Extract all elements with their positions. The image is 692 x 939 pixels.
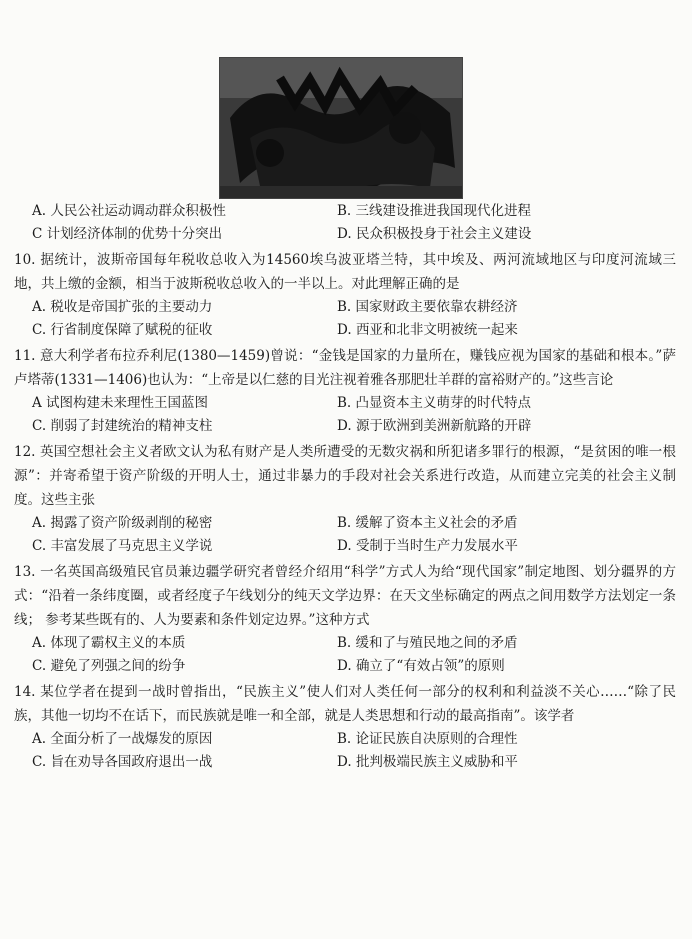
option-9d: D. 民众积极投身于社会主义建设: [337, 226, 532, 242]
option-12a: A. 揭露了资产阶级剥削的秘密: [32, 515, 213, 531]
option-12d: D. 受制于当时生产力发展水平: [337, 538, 518, 554]
question-10: [0, 248, 692, 342]
option-13b: B. 缓和了与殖民地之间的矛盾: [337, 635, 518, 651]
question-12-stem: 12. 英国空想社会主义者欧文认为私有财产是人类所遭受的无数灾祸和所犯诸多罪行的根源，“是贫困的唯一根源”：并寄希望于资产阶级的开明人士，通过非暴力的手段对社会关系进行改造，从而建立完美的社会主义制度。这些主张: [14, 444, 676, 508]
question-content: [0, 200, 692, 776]
option-10d: D. 西亚和北非文明被统一起来: [337, 322, 518, 338]
option-14b: B. 论证民族自决原则的合理性: [337, 731, 518, 747]
option-13d: D. 确立了“有效占领”的原则: [337, 658, 505, 674]
option-14c: C. 旨在劝导各国政府退出一战: [32, 754, 213, 770]
question-11-stem: 11. 意大利学者布拉乔利尼(1380—1459)曾说：“金钱是国家的力量所在，赚钱应视为国家的基础和根本。”萨卢塔蒂(1331—1406)也认为：“上帝是以仁慈的目光注视着雅各那肥壮羊群的富裕财产的。”这些言论: [14, 348, 676, 388]
option-14a: A. 全面分析了一战爆发的原因: [32, 731, 213, 747]
option-12c: C. 丰富发展了马克思主义学说: [32, 538, 213, 554]
option-11b: B. 凸显资本主义萌芽的时代特点: [337, 395, 532, 411]
question-12: [0, 440, 692, 558]
option-10c: C. 行省制度保障了赋税的征收: [32, 322, 213, 338]
option-9a: A. 人民公社运动调动群众积极性: [32, 203, 226, 219]
option-13a: A. 体现了霸权主义的本质: [32, 635, 186, 651]
question-11: [0, 344, 692, 438]
option-9c: C 计划经济体制的优势十分突出: [32, 226, 223, 242]
option-14d: D. 批判极端民族主义威胁和平: [337, 754, 518, 770]
option-10b: B. 国家财政主要依靠农耕经济: [337, 299, 518, 315]
option-12b: B. 缓解了资本主义社会的矛盾: [337, 515, 518, 531]
dark-photo-image: [220, 58, 462, 198]
option-10a: A. 税收是帝国扩张的主要动力: [32, 299, 213, 315]
question-13: [0, 560, 692, 678]
option-11d: D. 源于欧洲到美洲新航路的开辟: [337, 418, 532, 434]
question-14-stem: 14. 某位学者在提到一战时曾指出，“民族主义”使人们对人类任何一部分的权利和利益淡不关心……“除了民族，其他一切均不在话下，而民族就是唯一和全部，就是人类思想和行动的最高指南”。该学者: [14, 684, 676, 724]
question-9-options: [0, 200, 692, 246]
option-9b: B. 三线建设推进我国现代化进程: [337, 203, 532, 219]
exam-photo: [219, 57, 463, 199]
question-14: [0, 680, 692, 774]
option-11c: C. 削弱了封建统治的精神支柱: [32, 418, 213, 434]
option-13c: C. 避免了列强之间的纷争: [32, 658, 186, 674]
question-13-stem: 13. 一名英国高级殖民官员兼边疆学研究者曾经介绍用“科学”方式人为给“现代国家”制定地图、划分疆界的方式：“沿着一条纬度圈，或者经度子午线划分的纯天文学边界：在天文坐标确定的两点之间用数学方法划定一条线； 参考某些既有的、人为要素和条件划定边界。”这种方式: [14, 564, 677, 628]
question-10-stem: 10. 据统计，波斯帝国每年税收总收入为14560埃乌波亚塔兰特，其中埃及、两河流域地区与印度河流域三地，共上缴的金额，相当于波斯税收总收入的一半以上。对此理解正确的是: [14, 252, 676, 292]
option-11a: A 试图构建未来理性王国蓝图: [32, 395, 209, 411]
